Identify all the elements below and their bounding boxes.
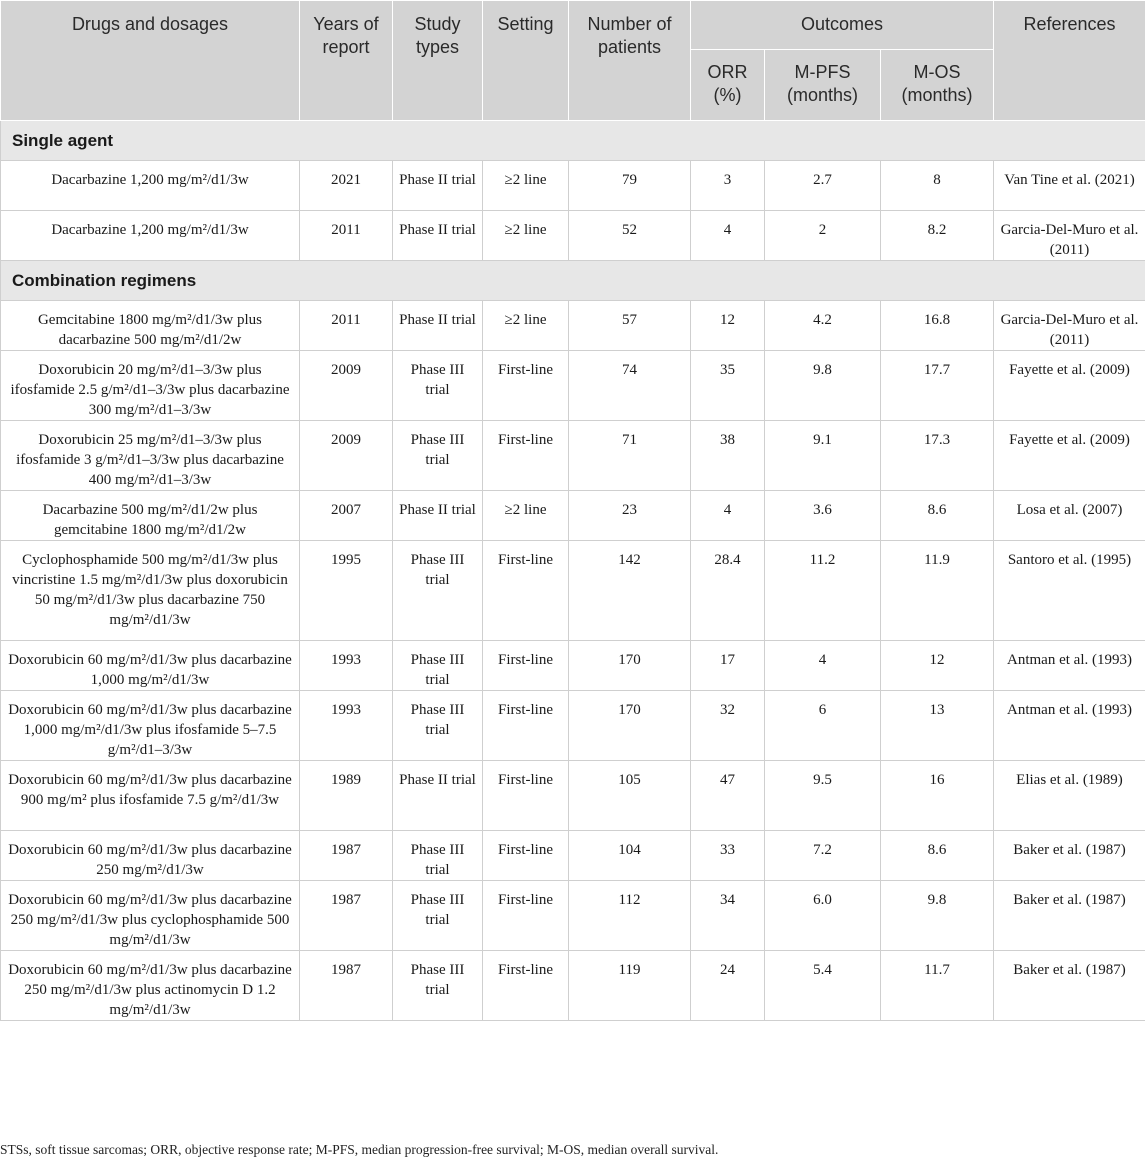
cell-m-os: 11.7 [881, 951, 994, 1021]
cell-m-pfs: 9.8 [765, 351, 881, 421]
table-footnote: STSs, soft tissue sarcomas; ORR, objective response rate; M-PFS, median progression-free survival; M-OS, median overall survival. [0, 1142, 719, 1157]
cell-m-pfs: 5.4 [765, 951, 881, 1021]
table-row [1, 691, 1145, 761]
header-m-os: M-OS (months) [881, 50, 994, 121]
cell-setting: ≥2 line [483, 491, 569, 541]
section-title: Single agent [1, 121, 1145, 161]
header-drugs: Drugs and dosages [1, 1, 300, 121]
cell-m-pfs: 7.2 [765, 831, 881, 881]
cell-study-type: Phase III trial [393, 831, 483, 881]
cell-reference: Van Tine et al. (2021) [994, 161, 1145, 211]
cell-m-os: 12 [881, 641, 994, 691]
cell-year: 2007 [300, 491, 393, 541]
cell-m-os: 13 [881, 691, 994, 761]
cell-reference: Santoro et al. (1995) [994, 541, 1145, 641]
table-row [1, 641, 1145, 691]
table-row [1, 421, 1145, 491]
cell-year: 1989 [300, 761, 393, 831]
cell-year: 2011 [300, 301, 393, 351]
cell-setting: First-line [483, 761, 569, 831]
cell-year: 1987 [300, 881, 393, 951]
cell-m-os: 8.6 [881, 491, 994, 541]
cell-setting: First-line [483, 351, 569, 421]
cell-year: 1993 [300, 691, 393, 761]
table-row [1, 161, 1145, 211]
cell-m-os: 9.8 [881, 881, 994, 951]
cell-orr: 47 [691, 761, 765, 831]
header-years: Years of report [300, 1, 393, 121]
cell-patients: 170 [569, 641, 691, 691]
cell-drug: Cyclophosphamide 500 mg/m²/d1/3w plus vincristine 1.5 mg/m²/d1/3w plus doxorubicin 50 mg/m²/d1/3w plus dacarbazine 750 mg/m²/d1/3w [1, 541, 300, 641]
cell-patients: 142 [569, 541, 691, 641]
cell-year: 1993 [300, 641, 393, 691]
cell-patients: 170 [569, 691, 691, 761]
cell-patients: 74 [569, 351, 691, 421]
cell-year: 2009 [300, 421, 393, 491]
cell-m-os: 8.2 [881, 211, 994, 261]
table-row [1, 541, 1145, 641]
cell-reference: Antman et al. (1993) [994, 641, 1145, 691]
cell-m-pfs: 9.1 [765, 421, 881, 491]
cell-orr: 4 [691, 211, 765, 261]
cell-patients: 71 [569, 421, 691, 491]
cell-year: 2009 [300, 351, 393, 421]
section-title: Combination regimens [1, 261, 1145, 301]
header-m-pfs: M-PFS (months) [765, 50, 881, 121]
cell-drug: Doxorubicin 20 mg/m²/d1–3/3w plus ifosfamide 2.5 g/m²/d1–3/3w plus dacarbazine 300 mg/m²/d1–3/3w [1, 351, 300, 421]
table-row [1, 351, 1145, 421]
cell-year: 1987 [300, 951, 393, 1021]
cell-m-pfs: 4.2 [765, 301, 881, 351]
cell-setting: ≥2 line [483, 301, 569, 351]
cell-patients: 119 [569, 951, 691, 1021]
cell-patients: 23 [569, 491, 691, 541]
cell-orr: 35 [691, 351, 765, 421]
cell-study-type: Phase II trial [393, 761, 483, 831]
cell-reference: Losa et al. (2007) [994, 491, 1145, 541]
cell-drug: Doxorubicin 60 mg/m²/d1/3w plus dacarbazine 250 mg/m²/d1/3w [1, 831, 300, 881]
cell-m-pfs: 6.0 [765, 881, 881, 951]
cell-orr: 28.4 [691, 541, 765, 641]
cell-setting: First-line [483, 641, 569, 691]
cell-m-pfs: 6 [765, 691, 881, 761]
cell-study-type: Phase III trial [393, 691, 483, 761]
cell-m-pfs: 2.7 [765, 161, 881, 211]
cell-study-type: Phase III trial [393, 641, 483, 691]
cell-m-pfs: 3.6 [765, 491, 881, 541]
cell-study-type: Phase III trial [393, 951, 483, 1021]
cell-study-type: Phase II trial [393, 161, 483, 211]
cell-setting: ≥2 line [483, 211, 569, 261]
cell-m-os: 8.6 [881, 831, 994, 881]
cell-drug: Doxorubicin 25 mg/m²/d1–3/3w plus ifosfamide 3 g/m²/d1–3/3w plus dacarbazine 400 mg/m²/d1–3/3w [1, 421, 300, 491]
cell-orr: 32 [691, 691, 765, 761]
table-row [1, 881, 1145, 951]
header-orr: ORR (%) [691, 50, 765, 121]
cell-patients: 79 [569, 161, 691, 211]
cell-reference: Garcia-Del-Muro et al. (2011) [994, 211, 1145, 261]
cell-drug: Dacarbazine 1,200 mg/m²/d1/3w [1, 211, 300, 261]
cell-year: 2011 [300, 211, 393, 261]
header-number-of-patients: Number of patients [569, 1, 691, 121]
cell-reference: Antman et al. (1993) [994, 691, 1145, 761]
table-row [1, 761, 1145, 831]
section-row-combination-regimens [1, 261, 1145, 301]
cell-m-pfs: 11.2 [765, 541, 881, 641]
cell-setting: First-line [483, 951, 569, 1021]
table-row [1, 301, 1145, 351]
cell-study-type: Phase III trial [393, 881, 483, 951]
section-row-single-agent [1, 121, 1145, 161]
cell-drug: Doxorubicin 60 mg/m²/d1/3w plus dacarbazine 250 mg/m²/d1/3w plus actinomycin D 1.2 mg/m²/d1/3w [1, 951, 300, 1021]
cell-orr: 33 [691, 831, 765, 881]
cell-setting: First-line [483, 881, 569, 951]
table-row [1, 831, 1145, 881]
cell-reference: Baker et al. (1987) [994, 951, 1145, 1021]
table-header [1, 1, 1145, 121]
cell-setting: ≥2 line [483, 161, 569, 211]
cell-m-pfs: 2 [765, 211, 881, 261]
cell-orr: 34 [691, 881, 765, 951]
cell-orr: 3 [691, 161, 765, 211]
cell-year: 1995 [300, 541, 393, 641]
cell-setting: First-line [483, 541, 569, 641]
cell-m-os: 16 [881, 761, 994, 831]
table-row [1, 951, 1145, 1021]
cell-setting: First-line [483, 831, 569, 881]
cell-study-type: Phase II trial [393, 301, 483, 351]
cell-m-os: 16.8 [881, 301, 994, 351]
cell-reference: Garcia-Del-Muro et al. (2011) [994, 301, 1145, 351]
header-setting: Setting [483, 1, 569, 121]
cell-m-os: 17.7 [881, 351, 994, 421]
cell-study-type: Phase II trial [393, 211, 483, 261]
cell-patients: 52 [569, 211, 691, 261]
cell-drug: Dacarbazine 1,200 mg/m²/d1/3w [1, 161, 300, 211]
table-row [1, 211, 1145, 261]
cell-drug: Doxorubicin 60 mg/m²/d1/3w plus dacarbazine 900 mg/m² plus ifosfamide 7.5 g/m²/d1/3w [1, 761, 300, 831]
cell-setting: First-line [483, 691, 569, 761]
header-references: References [994, 1, 1145, 121]
cell-drug: Doxorubicin 60 mg/m²/d1/3w plus dacarbazine 250 mg/m²/d1/3w plus cyclophosphamide 500 mg/m²/d1/3w [1, 881, 300, 951]
header-study-types: Study types [393, 1, 483, 121]
cell-study-type: Phase II trial [393, 491, 483, 541]
cell-year: 1987 [300, 831, 393, 881]
cell-m-os: 8 [881, 161, 994, 211]
cell-m-os: 11.9 [881, 541, 994, 641]
header-outcomes: Outcomes [691, 1, 994, 50]
cell-orr: 17 [691, 641, 765, 691]
cell-drug: Gemcitabine 1800 mg/m²/d1/3w plus dacarbazine 500 mg/m²/d1/2w [1, 301, 300, 351]
cell-study-type: Phase III trial [393, 421, 483, 491]
cell-patients: 104 [569, 831, 691, 881]
cell-year: 2021 [300, 161, 393, 211]
cell-orr: 12 [691, 301, 765, 351]
cell-reference: Fayette et al. (2009) [994, 421, 1145, 491]
cell-reference: Baker et al. (1987) [994, 831, 1145, 881]
cell-m-pfs: 9.5 [765, 761, 881, 831]
cell-reference: Fayette et al. (2009) [994, 351, 1145, 421]
cell-orr: 4 [691, 491, 765, 541]
cell-m-os: 17.3 [881, 421, 994, 491]
cell-patients: 105 [569, 761, 691, 831]
cell-drug: Dacarbazine 500 mg/m²/d1/2w plus gemcitabine 1800 mg/m²/d1/2w [1, 491, 300, 541]
cell-m-pfs: 4 [765, 641, 881, 691]
cell-patients: 112 [569, 881, 691, 951]
cell-patients: 57 [569, 301, 691, 351]
table-body [1, 121, 1145, 1021]
cell-setting: First-line [483, 421, 569, 491]
cell-drug: Doxorubicin 60 mg/m²/d1/3w plus dacarbazine 1,000 mg/m²/d1/3w [1, 641, 300, 691]
cell-orr: 38 [691, 421, 765, 491]
cell-study-type: Phase III trial [393, 351, 483, 421]
cell-drug: Doxorubicin 60 mg/m²/d1/3w plus dacarbazine 1,000 mg/m²/d1/3w plus ifosfamide 5–7.5 g/m²/d1–3/3w [1, 691, 300, 761]
cell-reference: Baker et al. (1987) [994, 881, 1145, 951]
cell-orr: 24 [691, 951, 765, 1021]
table-row [1, 491, 1145, 541]
cell-reference: Elias et al. (1989) [994, 761, 1145, 831]
cell-study-type: Phase III trial [393, 541, 483, 641]
